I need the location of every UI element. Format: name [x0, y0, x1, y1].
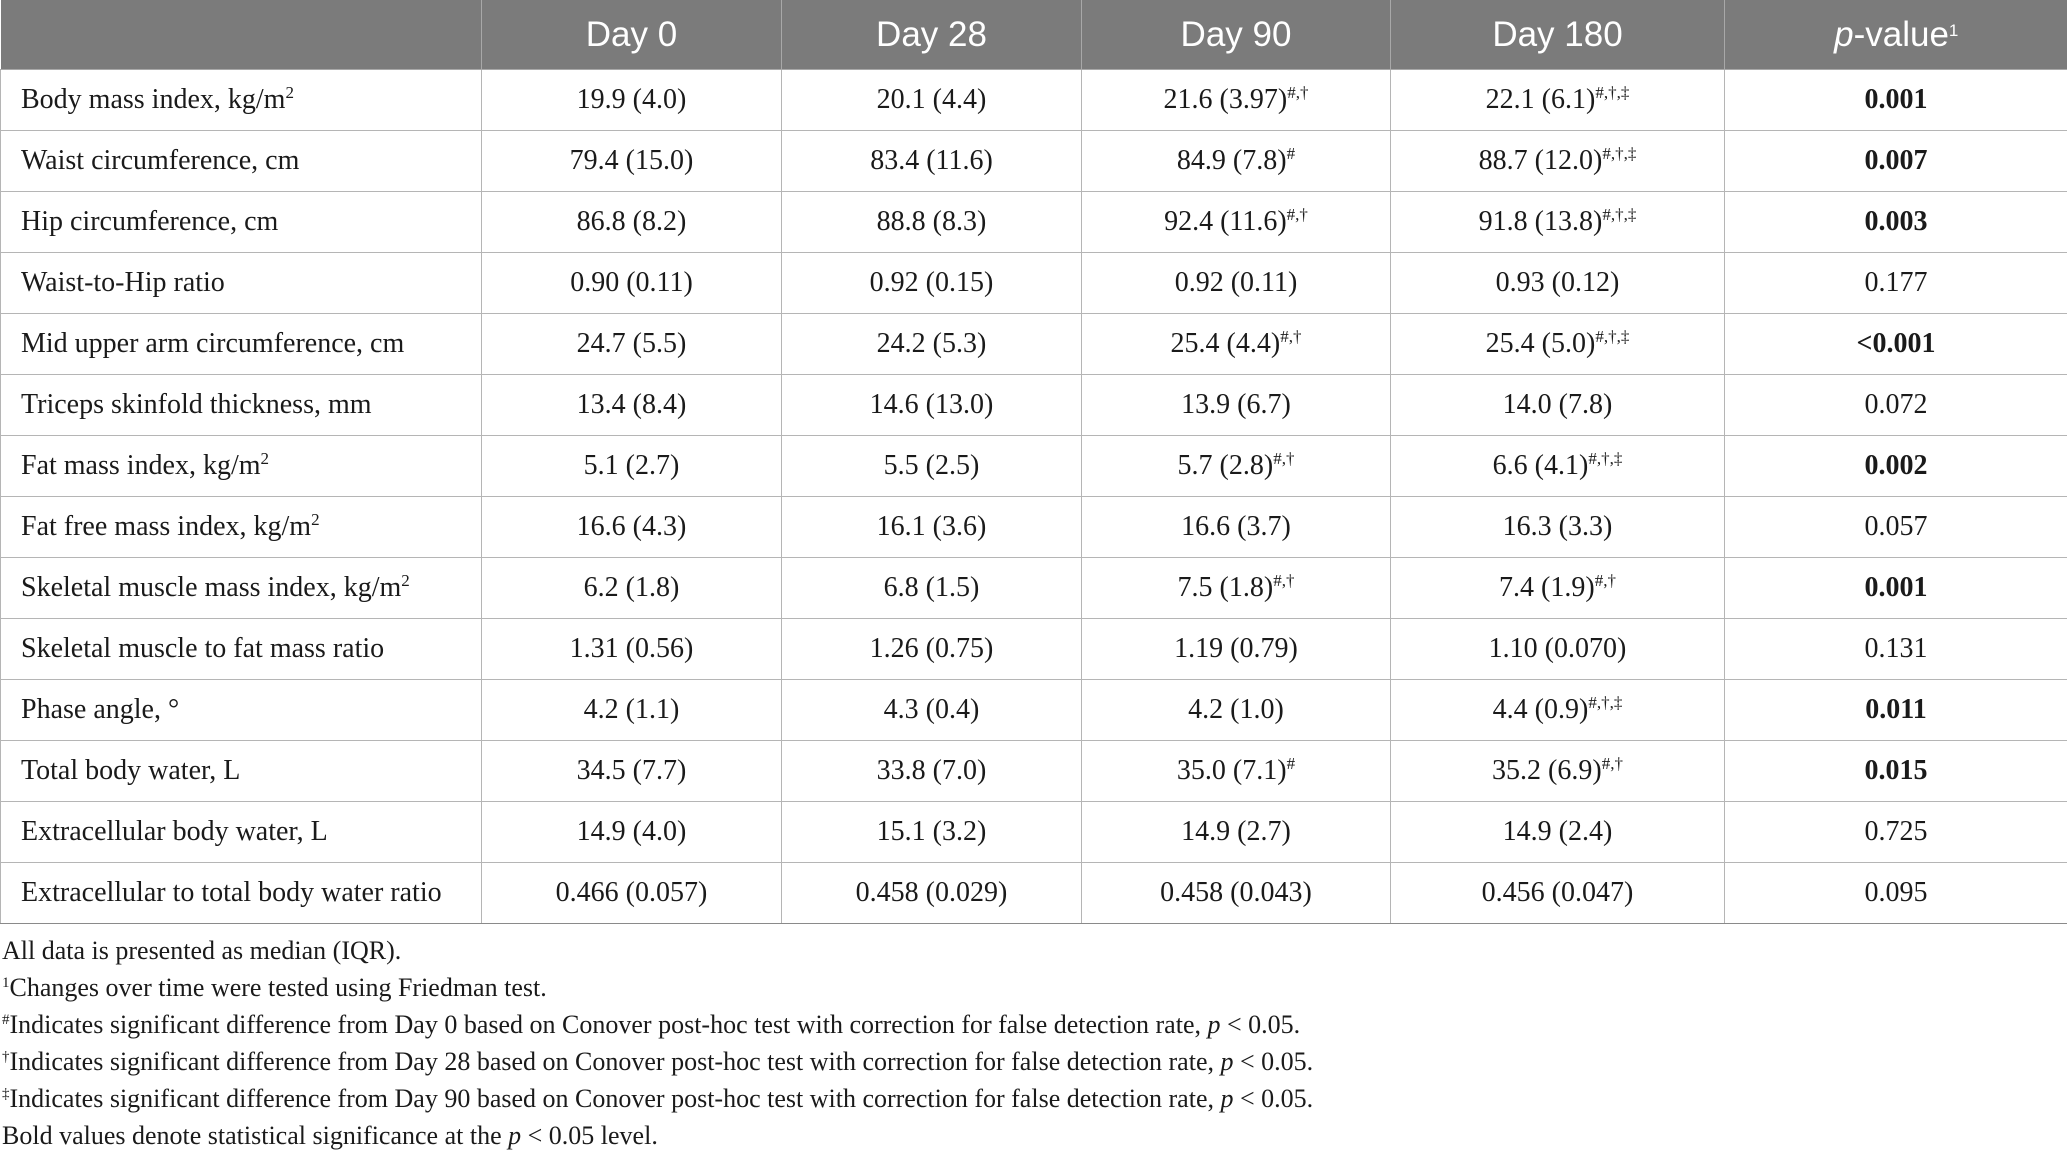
- cell-day-0-text: 1.31 (0.56): [569, 633, 694, 664]
- header-p-rest: -value: [1853, 14, 1949, 54]
- cell-day-0-text: 19.9 (4.0): [576, 84, 687, 115]
- table-row: [1, 497, 2067, 558]
- row-label-text: Extracellular body water, L: [21, 816, 328, 847]
- cell-day-0: [482, 802, 782, 863]
- cell-day-180-footnote-marker: #,†,‡: [1595, 327, 1630, 346]
- cell-day-180-text: 0.456 (0.047): [1481, 877, 1634, 908]
- row-label: [1, 619, 482, 680]
- cell-p-value: [1725, 253, 2067, 314]
- cell-day-180: [1391, 497, 1725, 558]
- table-row: [1, 192, 2067, 253]
- table-body: [1, 70, 2067, 924]
- cell-p-value-text: 0.001: [1864, 84, 1928, 115]
- table-row: [1, 863, 2067, 924]
- footnote-bold-text-a: Bold values denote statistical significance at the: [2, 1121, 509, 1150]
- cell-p-value: [1725, 131, 2067, 192]
- cell-day-180-text: 88.7 (12.0): [1478, 145, 1603, 176]
- row-label: [1, 436, 482, 497]
- cell-day-180: [1391, 375, 1725, 436]
- cell-day-180-footnote-marker: #,†,‡: [1602, 144, 1637, 163]
- cell-day-28: [782, 680, 1082, 741]
- cell-p-value: [1725, 436, 2067, 497]
- cell-p-value: [1725, 741, 2067, 802]
- row-label-footnote-marker: 2: [311, 510, 320, 529]
- footnote-day90-threshold: < 0.05.: [1233, 1084, 1314, 1113]
- cell-day-180-text: 0.93 (0.12): [1495, 267, 1620, 298]
- footnote-median-iqr: [2, 932, 2067, 969]
- cell-day-180: [1391, 253, 1725, 314]
- header-p-letter: p: [1834, 14, 1854, 54]
- cell-day-180-footnote-marker: #,†,‡: [1588, 693, 1623, 712]
- cell-day-28-text: 0.458 (0.029): [855, 877, 1008, 908]
- row-label: [1, 314, 482, 375]
- cell-p-value-text: 0.002: [1864, 450, 1928, 481]
- row-label: [1, 802, 482, 863]
- cell-day-0-text: 13.4 (8.4): [576, 389, 687, 420]
- cell-day-90-text: 92.4 (11.6): [1164, 206, 1287, 237]
- cell-p-value: [1725, 802, 2067, 863]
- cell-day-0: [482, 314, 782, 375]
- cell-day-0-text: 79.4 (15.0): [569, 145, 694, 176]
- cell-p-value-text: 0.072: [1864, 389, 1928, 420]
- cell-p-value-text: 0.057: [1864, 511, 1928, 542]
- cell-day-28: [782, 192, 1082, 253]
- cell-day-0: [482, 619, 782, 680]
- row-label-text: Total body water, L: [21, 755, 241, 786]
- cell-p-value-text: 0.007: [1864, 145, 1928, 176]
- table-header: [1, 0, 2067, 70]
- table-row: [1, 619, 2067, 680]
- cell-day-90-text: 0.92 (0.11): [1174, 267, 1298, 298]
- table-row: [1, 131, 2067, 192]
- table-row: [1, 70, 2067, 131]
- cell-day-28: [782, 741, 1082, 802]
- cell-day-28-text: 20.1 (4.4): [876, 84, 987, 115]
- cell-day-28: [782, 70, 1082, 131]
- row-label-text: Skeletal muscle to fat mass ratio: [21, 633, 385, 664]
- footnote-day28-p: p: [1220, 1047, 1234, 1076]
- cell-day-90-text: 7.5 (1.8): [1177, 572, 1274, 603]
- footnote-day28: [2, 1043, 2067, 1080]
- cell-day-180: [1391, 680, 1725, 741]
- row-label-footnote-marker: 2: [285, 83, 294, 102]
- cell-day-90-footnote-marker: #,†: [1273, 571, 1295, 590]
- cell-day-0-text: 4.2 (1.1): [583, 694, 680, 725]
- table-row: [1, 253, 2067, 314]
- header-day-28: Day 28: [782, 0, 1082, 70]
- cell-day-180: [1391, 619, 1725, 680]
- cell-day-90-text: 35.0 (7.1): [1176, 755, 1287, 786]
- cell-day-28: [782, 863, 1082, 924]
- header-day-180: Day 180: [1391, 0, 1725, 70]
- cell-day-90: [1082, 802, 1391, 863]
- cell-day-180-footnote-marker: #,†,‡: [1588, 449, 1623, 468]
- footnote-bold: [2, 1117, 2067, 1154]
- cell-day-28: [782, 497, 1082, 558]
- cell-p-value-text: 0.095: [1864, 877, 1928, 908]
- cell-day-90: [1082, 131, 1391, 192]
- cell-p-value-text: 0.011: [1865, 694, 1927, 725]
- cell-p-value: [1725, 70, 2067, 131]
- cell-day-28-text: 14.6 (13.0): [869, 389, 994, 420]
- cell-day-90-text: 14.9 (2.7): [1181, 816, 1291, 847]
- cell-day-90-footnote-marker: #,†: [1286, 205, 1308, 224]
- cell-day-180: [1391, 131, 1725, 192]
- cell-day-90-footnote-marker: #,†: [1287, 83, 1309, 102]
- row-label-text: Waist-to-Hip ratio: [21, 267, 225, 298]
- cell-day-180: [1391, 314, 1725, 375]
- cell-day-28-text: 4.3 (0.4): [883, 694, 980, 725]
- table-footnotes: [0, 932, 2067, 1154]
- cell-day-90: [1082, 253, 1391, 314]
- cell-day-180-text: 25.4 (5.0): [1485, 328, 1596, 359]
- row-label: [1, 680, 482, 741]
- cell-day-0: [482, 70, 782, 131]
- cell-day-90: [1082, 375, 1391, 436]
- cell-day-0: [482, 863, 782, 924]
- footnote-day90-text: Indicates significant difference from Day 90 based on Conover post-hoc test with correction for false detection rate,: [9, 1084, 1221, 1113]
- row-label-text: Mid upper arm circumference, cm: [21, 328, 405, 359]
- cell-day-180-text: 7.4 (1.9): [1499, 572, 1595, 603]
- cell-day-0: [482, 192, 782, 253]
- row-label: [1, 863, 482, 924]
- cell-day-90: [1082, 314, 1391, 375]
- cell-day-180: [1391, 741, 1725, 802]
- row-label: [1, 192, 482, 253]
- cell-day-90-text: 13.9 (6.7): [1181, 389, 1291, 420]
- cell-day-28-text: 15.1 (3.2): [876, 816, 987, 847]
- cell-p-value-text: 0.001: [1864, 572, 1928, 603]
- row-label-text: Phase angle, °: [21, 694, 180, 725]
- header-row: [1, 0, 2067, 70]
- cell-day-180-text: 1.10 (0.070): [1488, 633, 1627, 664]
- footnote-day0: [2, 1006, 2067, 1043]
- cell-day-90: [1082, 680, 1391, 741]
- row-label: [1, 253, 482, 314]
- cell-day-180-text: 4.4 (0.9): [1492, 694, 1589, 725]
- row-label-text: Hip circumference, cm: [21, 206, 279, 237]
- cell-day-28-text: 33.8 (7.0): [876, 755, 987, 786]
- footnote-bold-text-b: < 0.05 level.: [521, 1121, 658, 1150]
- cell-day-90-footnote-marker: #,†: [1273, 449, 1295, 468]
- cell-day-0: [482, 436, 782, 497]
- cell-p-value-text: 0.725: [1864, 816, 1928, 847]
- cell-p-value: [1725, 497, 2067, 558]
- cell-p-value-text: 0.003: [1864, 206, 1928, 237]
- row-label: [1, 741, 482, 802]
- cell-day-90-footnote-marker: #: [1286, 144, 1296, 163]
- header-p-value: [1725, 0, 2067, 70]
- cell-day-0-text: 16.6 (4.3): [576, 511, 687, 542]
- header-day-90: Day 90: [1082, 0, 1391, 70]
- cell-day-28-text: 83.4 (11.6): [870, 145, 993, 176]
- footnote-day0-threshold: < 0.05.: [1220, 1010, 1301, 1039]
- cell-day-180-text: 14.9 (2.4): [1502, 816, 1613, 847]
- cell-day-180: [1391, 558, 1725, 619]
- cell-day-180-footnote-marker: #,†,‡: [1595, 83, 1630, 102]
- cell-day-180-text: 91.8 (13.8): [1478, 206, 1603, 237]
- cell-day-28: [782, 375, 1082, 436]
- footnote-day90-p: p: [1220, 1084, 1234, 1113]
- row-label: [1, 131, 482, 192]
- header-day-0: Day 0: [482, 0, 782, 70]
- row-label-text: Body mass index, kg/m: [21, 84, 286, 115]
- header-p-sup: 1: [1948, 20, 1959, 40]
- cell-day-180-footnote-marker: #,†,‡: [1602, 205, 1637, 224]
- cell-day-28: [782, 802, 1082, 863]
- cell-day-0: [482, 497, 782, 558]
- cell-day-28: [782, 314, 1082, 375]
- cell-day-180-text: 16.3 (3.3): [1502, 511, 1613, 542]
- cell-day-180-text: 35.2 (6.9): [1492, 755, 1602, 786]
- cell-day-28: [782, 253, 1082, 314]
- cell-day-180: [1391, 436, 1725, 497]
- cell-day-90-text: 16.6 (3.7): [1181, 511, 1291, 542]
- cell-day-90: [1082, 70, 1391, 131]
- row-label-text: Fat free mass index, kg/m: [21, 511, 312, 542]
- cell-p-value-text: 0.177: [1864, 267, 1928, 298]
- footnote-friedman-text: Changes over time were tested using Friedman test.: [9, 973, 547, 1002]
- cell-day-90: [1082, 741, 1391, 802]
- cell-day-90-footnote-marker: #: [1286, 754, 1296, 773]
- cell-day-180: [1391, 192, 1725, 253]
- cell-day-28-text: 24.2 (5.3): [876, 328, 987, 359]
- table-row: [1, 314, 2067, 375]
- cell-day-90: [1082, 192, 1391, 253]
- cell-day-28-text: 6.8 (1.5): [883, 572, 980, 603]
- row-label-footnote-marker: 2: [260, 449, 270, 468]
- cell-day-90-text: 4.2 (1.0): [1188, 694, 1284, 725]
- footnote-friedman-sup: 1: [2, 975, 10, 991]
- cell-day-180: [1391, 802, 1725, 863]
- footnote-day90-sup: ‡: [2, 1086, 10, 1102]
- cell-day-0-text: 0.90 (0.11): [570, 267, 693, 298]
- header-measure: [1, 0, 482, 70]
- cell-day-180: [1391, 70, 1725, 131]
- table-row: [1, 375, 2067, 436]
- cell-day-0-text: 5.1 (2.7): [583, 450, 680, 481]
- cell-day-0-text: 14.9 (4.0): [576, 816, 687, 847]
- cell-day-0-text: 34.5 (7.7): [576, 755, 687, 786]
- cell-day-90: [1082, 497, 1391, 558]
- cell-p-value: [1725, 558, 2067, 619]
- cell-day-28-text: 5.5 (2.5): [883, 450, 980, 481]
- cell-day-90-text: 84.9 (7.8): [1176, 145, 1287, 176]
- cell-day-90: [1082, 863, 1391, 924]
- footnote-bold-p: p: [508, 1121, 522, 1150]
- cell-day-90: [1082, 619, 1391, 680]
- cell-day-180-text: 14.0 (7.8): [1502, 389, 1613, 420]
- footnote-day90: [2, 1080, 2067, 1117]
- cell-day-90-text: 25.4 (4.4): [1170, 328, 1281, 359]
- footnote-day0-text: Indicates significant difference from Day 0 based on Conover post-hoc test with correction for false detection rate,: [9, 1010, 1208, 1039]
- cell-p-value-text: 0.131: [1864, 633, 1928, 664]
- cell-p-value: [1725, 192, 2067, 253]
- cell-day-180-text: 6.6 (4.1): [1492, 450, 1589, 481]
- cell-day-28: [782, 619, 1082, 680]
- row-label: [1, 70, 482, 131]
- cell-day-28-text: 0.92 (0.15): [869, 267, 994, 298]
- cell-day-180: [1391, 863, 1725, 924]
- footnote-day0-p: p: [1207, 1010, 1221, 1039]
- cell-day-90-text: 1.19 (0.79): [1174, 633, 1298, 664]
- cell-day-0: [482, 253, 782, 314]
- cell-p-value: [1725, 680, 2067, 741]
- table-row: [1, 680, 2067, 741]
- cell-day-0-text: 24.7 (5.5): [576, 328, 687, 359]
- footnote-friedman: [2, 969, 2067, 1006]
- row-label-text: Waist circumference, cm: [21, 145, 300, 176]
- cell-day-28: [782, 436, 1082, 497]
- cell-day-0: [482, 131, 782, 192]
- row-label: [1, 375, 482, 436]
- cell-p-value: [1725, 863, 2067, 924]
- cell-day-90-footnote-marker: #,†: [1280, 327, 1302, 346]
- footnote-day28-text: Indicates significant difference from Day 28 based on Conover post-hoc test with correction for false detection rate,: [9, 1047, 1221, 1076]
- cell-day-0: [482, 741, 782, 802]
- cell-day-0: [482, 558, 782, 619]
- footnote-day28-threshold: < 0.05.: [1233, 1047, 1314, 1076]
- row-label-text: Fat mass index, kg/m: [21, 450, 261, 481]
- cell-day-90-text: 5.7 (2.8): [1177, 450, 1274, 481]
- row-label-text: Triceps skinfold thickness, mm: [21, 389, 372, 420]
- cell-p-value: [1725, 314, 2067, 375]
- row-label: [1, 558, 482, 619]
- cell-day-90: [1082, 558, 1391, 619]
- cell-day-90: [1082, 436, 1391, 497]
- table-row: [1, 741, 2067, 802]
- table-row: [1, 436, 2067, 497]
- footnote-median-iqr-text: All data is presented as median (IQR).: [2, 936, 402, 965]
- cell-day-28-text: 16.1 (3.6): [876, 511, 987, 542]
- cell-day-28: [782, 131, 1082, 192]
- footnote-day28-sup: †: [2, 1049, 10, 1065]
- cell-day-0-text: 86.8 (8.2): [576, 206, 687, 237]
- cell-day-180-footnote-marker: #,†: [1601, 754, 1623, 773]
- cell-day-0-text: 6.2 (1.8): [583, 572, 680, 603]
- cell-p-value: [1725, 619, 2067, 680]
- row-label-footnote-marker: 2: [401, 571, 410, 590]
- footnote-day0-sup: #: [2, 1012, 10, 1028]
- cell-p-value: [1725, 375, 2067, 436]
- cell-day-28: [782, 558, 1082, 619]
- cell-day-0: [482, 375, 782, 436]
- row-label: [1, 497, 482, 558]
- cell-day-0: [482, 680, 782, 741]
- cell-day-180-footnote-marker: #,†: [1594, 571, 1616, 590]
- row-label-text: Skeletal muscle mass index, kg/m: [21, 572, 402, 603]
- cell-day-28-text: 88.8 (8.3): [876, 206, 987, 237]
- cell-p-value-text: 0.015: [1864, 755, 1928, 786]
- cell-day-180-text: 22.1 (6.1): [1485, 84, 1596, 115]
- cell-day-90-text: 21.6 (3.97): [1163, 84, 1288, 115]
- cell-p-value-text: <0.001: [1856, 328, 1936, 359]
- table-row: [1, 802, 2067, 863]
- table-row: [1, 558, 2067, 619]
- cell-day-28-text: 1.26 (0.75): [869, 633, 994, 664]
- cell-day-0-text: 0.466 (0.057): [555, 877, 708, 908]
- row-label-text: Extracellular to total body water ratio: [21, 877, 442, 908]
- cell-day-90-text: 0.458 (0.043): [1160, 877, 1312, 908]
